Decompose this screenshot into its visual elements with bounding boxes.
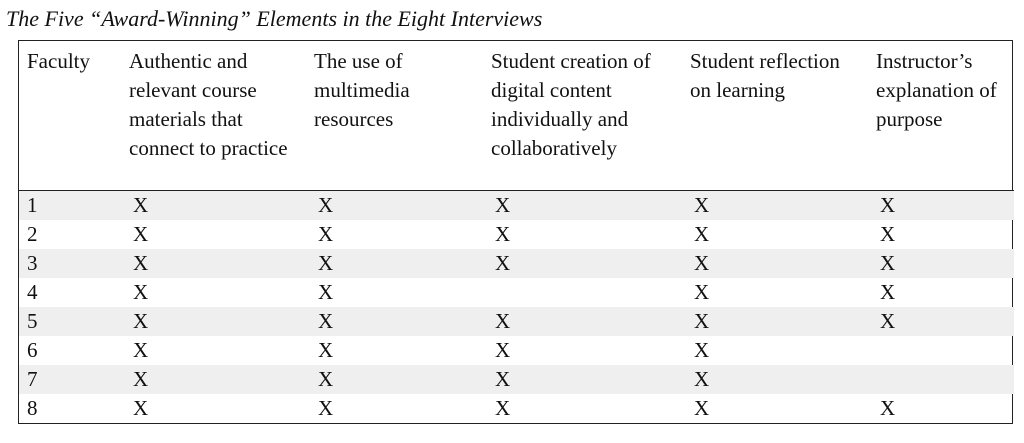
mark-cell: X <box>306 307 483 336</box>
faculty-cell: 1 <box>19 190 121 220</box>
faculty-cell: 6 <box>27 337 38 362</box>
mark-cell: X <box>306 249 483 278</box>
table-caption: The Five “Award-Winning” Elements in the Eight Interviews <box>6 6 543 31</box>
table-row <box>19 307 1014 336</box>
mark-cell: X <box>495 221 511 246</box>
mark-cell: X <box>483 365 682 394</box>
table-body <box>19 190 1014 423</box>
mark-cell: X <box>868 307 1014 336</box>
mark-cell: X <box>318 221 334 246</box>
mark-cell: X <box>306 365 483 394</box>
mark-cell: X <box>694 221 710 246</box>
mark-cell: X <box>121 307 306 336</box>
mark-cell: X <box>121 190 306 220</box>
mark-cell: X <box>694 395 710 420</box>
faculty-cell: 7 <box>19 365 121 394</box>
mark-cell <box>868 336 1014 365</box>
elements-table <box>18 40 1013 424</box>
mark-cell: X <box>133 395 149 420</box>
faculty-cell: 3 <box>19 249 121 278</box>
mark-cell: X <box>682 307 868 336</box>
mark-cell: X <box>318 395 334 420</box>
mark-cell <box>483 278 682 307</box>
mark-cell: X <box>318 279 334 304</box>
table-row <box>19 278 1014 307</box>
header-authentic-materials: Authentic and relevant course materials that connect to practice <box>121 41 306 190</box>
mark-cell: X <box>682 249 868 278</box>
mark-cell: X <box>868 249 1014 278</box>
faculty-cell: 5 <box>19 307 121 336</box>
table-row <box>19 394 1014 423</box>
mark-cell: X <box>880 395 896 420</box>
mark-cell: X <box>133 337 149 362</box>
faculty-cell: 2 <box>27 221 38 246</box>
mark-cell: X <box>483 190 682 220</box>
header-student-reflection: Student reflection on learning <box>682 41 868 190</box>
header-instructor-explanation: Instructor’s explanation of purpose <box>868 41 1014 190</box>
mark-cell: X <box>318 337 334 362</box>
mark-cell: X <box>868 190 1014 220</box>
mark-cell: X <box>121 365 306 394</box>
mark-cell <box>868 365 1014 394</box>
mark-cell: X <box>306 190 483 220</box>
table-row <box>19 336 1014 365</box>
table-row <box>19 365 1014 394</box>
header-faculty: Faculty <box>19 41 121 190</box>
header-multimedia: The use of multimedia resources <box>306 41 483 190</box>
mark-cell: X <box>880 279 896 304</box>
mark-cell: X <box>483 307 682 336</box>
mark-cell: X <box>880 221 896 246</box>
mark-cell: X <box>694 337 710 362</box>
mark-cell: X <box>133 279 149 304</box>
faculty-cell: 8 <box>27 395 38 420</box>
mark-cell: X <box>682 190 868 220</box>
header-row <box>19 41 1014 190</box>
table-row <box>19 220 1014 249</box>
mark-cell: X <box>133 221 149 246</box>
faculty-cell: 4 <box>27 279 38 304</box>
mark-cell: X <box>682 365 868 394</box>
mark-cell: X <box>694 279 710 304</box>
mark-cell: X <box>483 249 682 278</box>
mark-cell: X <box>121 249 306 278</box>
mark-cell: X <box>495 395 511 420</box>
table-row <box>19 249 1014 278</box>
header-student-creation: Student creation of digital content individually and collaboratively <box>483 41 682 190</box>
mark-cell: X <box>495 337 511 362</box>
table-row <box>19 190 1014 220</box>
